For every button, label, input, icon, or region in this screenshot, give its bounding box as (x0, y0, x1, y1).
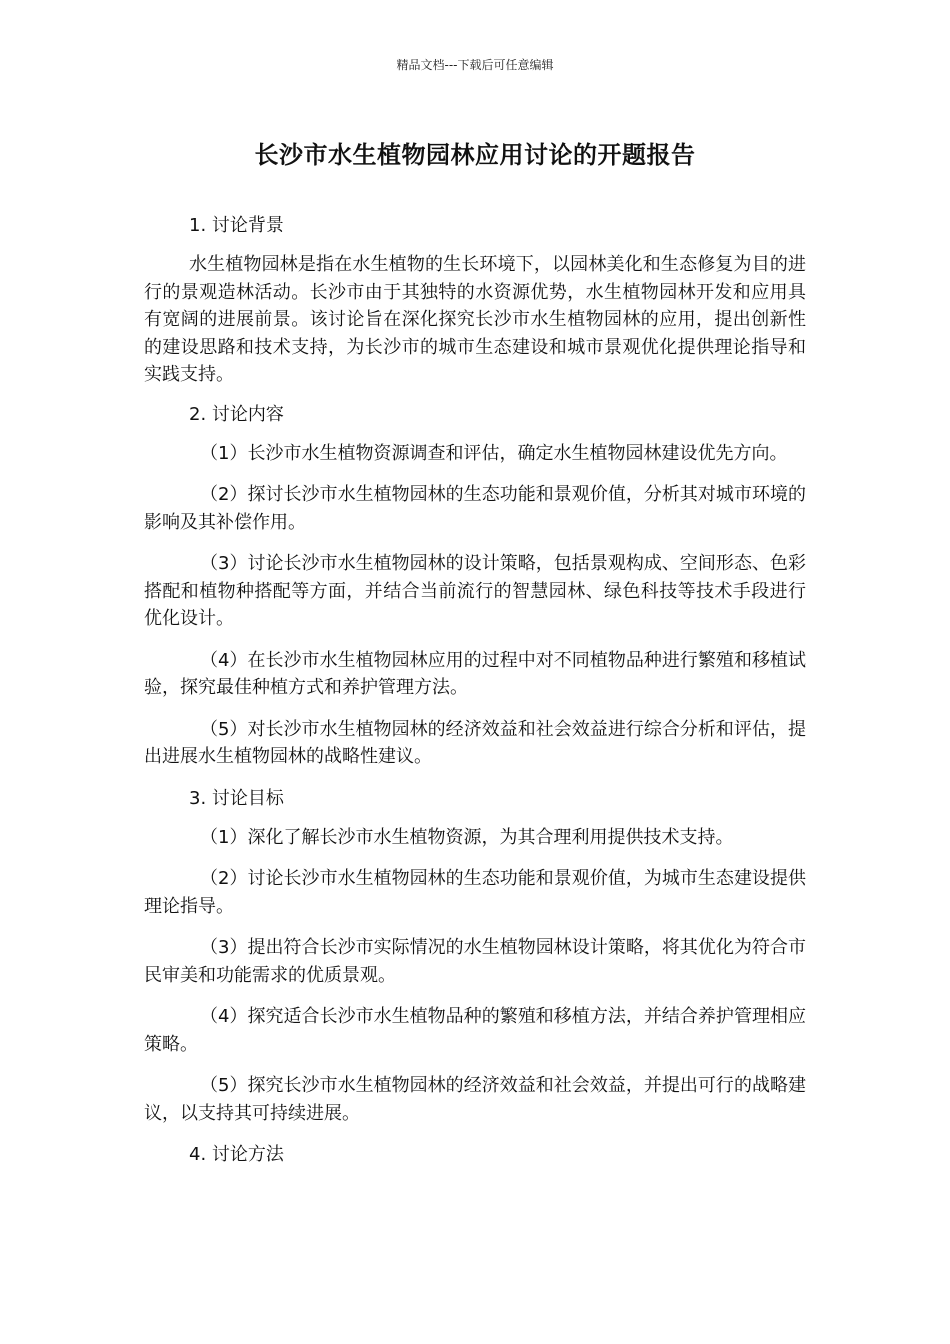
list-item: （3）讨论长沙市水生植物园林的设计策略，包括景观构成、空间形态、色彩搭配和植物种搭配等方面，并结合当前流行的智慧园林、绿色科技等技术手段进行优化设计。 (144, 553, 806, 629)
document-body (144, 212, 806, 1180)
document-title: 长沙市水生植物园林应用讨论的开题报告 (254, 141, 696, 169)
section-paragraph-background: 水生植物园林是指在水生植物的生长环境下，以园林美化和生态修复为目的进行的景观造林活动。长沙市由于其独特的水资源优势，水生植物园林开发和应用具有宽阔的进展前景。该讨论旨在深化探究长沙市水生植物园林的应用，提出创新性的建设思路和技术支持，为长沙市的城市生态建设和城市景观优化提供理论指导和实践支持。 (144, 254, 806, 385)
section-heading-content: 2. 讨论内容 (189, 403, 284, 425)
list-item: （3）提出符合长沙市实际情况的水生植物园林设计策略，将其优化为符合市民审美和功能需求的优质景观。 (144, 937, 806, 986)
section-heading-goals: 3. 讨论目标 (189, 787, 284, 809)
list-item: （2）探讨长沙市水生植物园林的生态功能和景观价值，分析其对城市环境的影响及其补偿作用。 (144, 484, 806, 533)
section-heading-methods: 4. 讨论方法 (189, 1144, 284, 1165)
list-item: （2）讨论长沙市水生植物园林的生态功能和景观价值，为城市生态建设提供理论指导。 (144, 868, 806, 917)
page-header-note: 精品文档---下载后可任意编辑 (396, 58, 554, 72)
section-heading-background: 1. 讨论背景 (189, 215, 284, 236)
list-item: （1）深化了解长沙市水生植物资源，为其合理利用提供技术支持。 (200, 826, 734, 848)
list-item: （5）探究长沙市水生植物园林的经济效益和社会效益，并提出可行的战略建议，以支持其可持续进展。 (144, 1075, 806, 1124)
list-item: （4）探究适合长沙市水生植物品种的繁殖和移植方法，并结合养护管理相应策略。 (144, 1006, 806, 1055)
list-item: （4）在长沙市水生植物园林应用的过程中对不同植物品种进行繁殖和移植试验，探究最佳种植方式和养护管理方法。 (144, 649, 806, 698)
list-item: （5）对长沙市水生植物园林的经济效益和社会效益进行综合分析和评估，提出进展水生植物园林的战略性建议。 (144, 718, 806, 767)
list-item: （1）长沙市水生植物资源调查和评估，确定水生植物园林建设优先方向。 (200, 442, 788, 464)
